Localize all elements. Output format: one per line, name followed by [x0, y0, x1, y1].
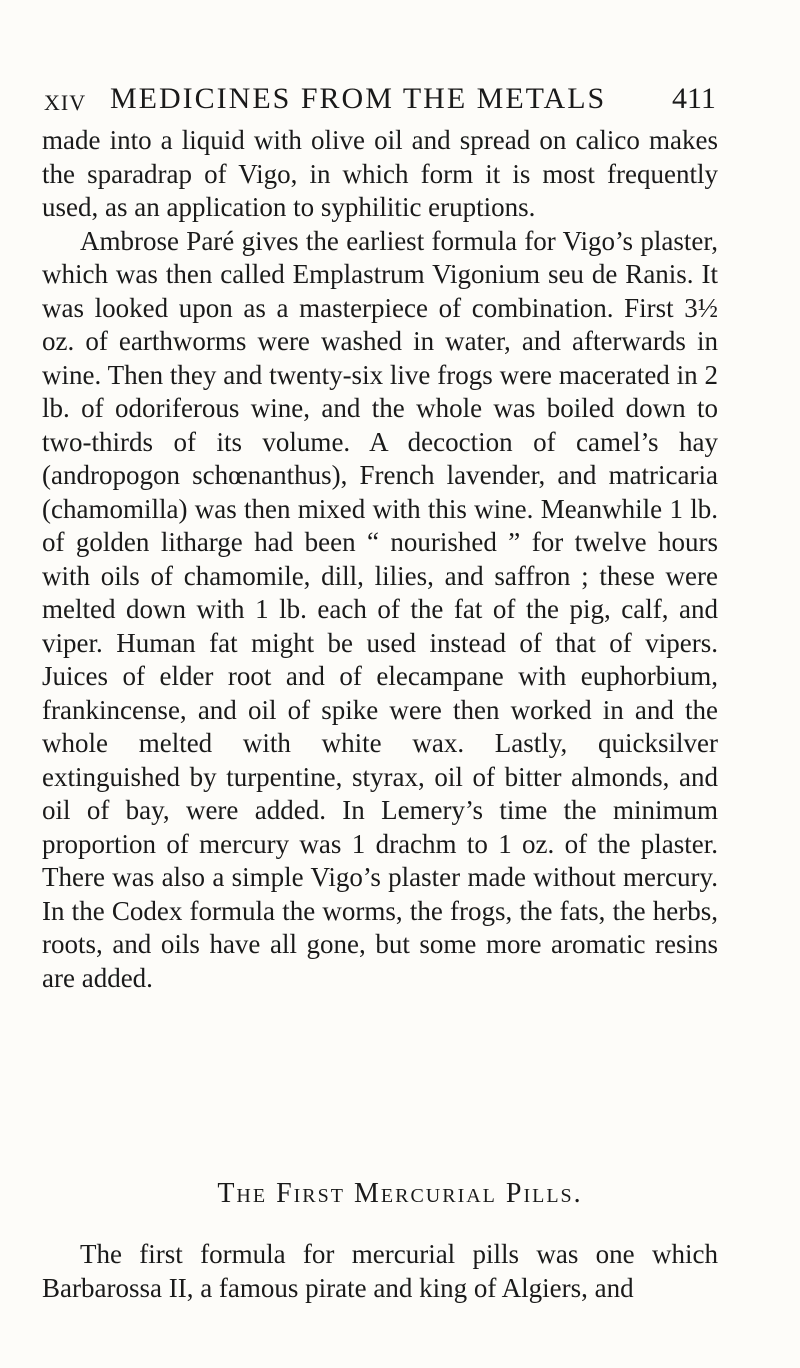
tail-text — [42, 1238, 718, 1305]
paragraph-mercurial-pills: The first formula for mercurial pills was one which Barbarossa II, a famous pirate and king of Algiers, and — [42, 1239, 718, 1303]
running-title: MEDICINES FROM THE METALS — [110, 82, 607, 115]
page-number: 411 — [672, 82, 716, 115]
running-head — [0, 82, 800, 122]
body-text — [42, 124, 718, 995]
chapter-number: XIV — [44, 90, 87, 115]
paragraph-continuation: made into a liquid with olive oil and spread on calico makes the sparadrap of Vigo, in which form it is most frequently used, as an application to syphilitic eruptions. — [42, 125, 718, 222]
section-heading: The First Mercurial Pills. — [217, 1178, 583, 1209]
paragraph-vigo-plaster: Ambrose Paré gives the earliest formula for Vigo’s plaster, which was then called Emplastrum Vigonium seu de Ranis. It was looked upon as a masterpiece of combination. First 3½ oz. of earthworms were washed in water, and afterwards in wine. Then they and twenty-six live frogs were macerated in 2 lb. of odoriferous wine, and the whole was boiled down to two-thirds of its volume. A decoction of camel’s hay (andropogon schœnanthus), French lavender, and matricaria (chamomilla) was then mixed with this wine. Meanwhile 1 lb. of golden litharge had been “ nourished ” for twelve hours with oils of chamomile, dill, lilies, and saffron ; these were melted down with 1 lb. each of the fat of the pig, calf, and viper. Human fat might be used instead of that of vipers. Juices of elder root and of elecampane with euphorbium, frankincense, and oil of spike were then worked in and the whole melted with white wax. Lastly, quicksilver extinguished by turpentine, styrax, oil of bitter almonds, and oil of bay, were added. In Lemery’s time the minimum proportion of mercury was 1 drachm to 1 oz. of the plaster. There was also a simple Vigo’s plaster made without mercury. In the Codex formula the worms, the frogs, the fats, the herbs, roots, and oils have all gone, but some more aromatic resins are added. — [42, 225, 718, 993]
